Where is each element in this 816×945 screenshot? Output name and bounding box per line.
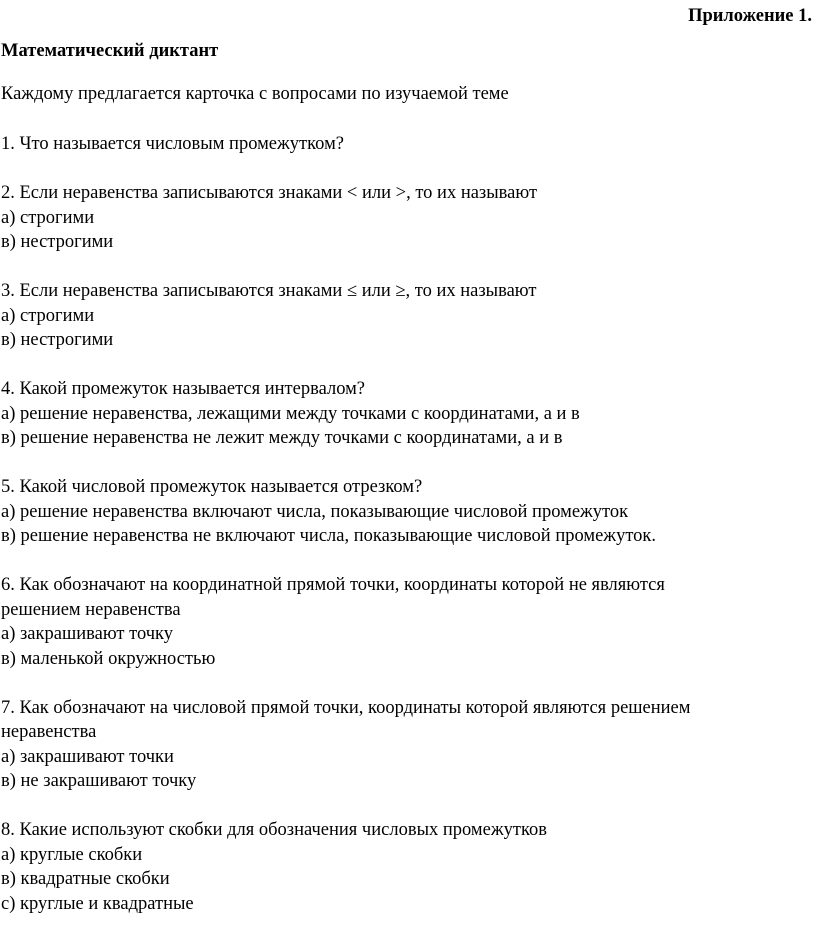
question-line: а) закрашивают точку bbox=[1, 624, 173, 644]
question-line: с) круглые и квадратные bbox=[1, 893, 194, 914]
page-title: Математический диктант bbox=[1, 41, 219, 61]
question-line: а) круглые скобки bbox=[1, 844, 143, 865]
question-line: в) решение неравенства не включают числа, показывающие числовой промежуток. bbox=[1, 526, 657, 546]
question-6 bbox=[1, 573, 791, 671]
question-line: в) решение неравенства не лежит между точками с координатами, а и в bbox=[1, 428, 563, 448]
question-list bbox=[1, 132, 791, 941]
question-1 bbox=[1, 132, 791, 157]
question-text: 8. Какие используют скобки для обозначения числовых промежутков bbox=[1, 820, 547, 840]
question-line: в) маленькой окружностью bbox=[1, 648, 216, 669]
question-line: в) квадратные скобки bbox=[1, 869, 170, 889]
question-line: неравенства bbox=[1, 722, 97, 742]
question-line: а) решение неравенства включают числа, показывающие числовой промежуток bbox=[1, 501, 629, 522]
question-text: 1. Что называется числовым промежутком? bbox=[1, 134, 344, 154]
question-4 bbox=[1, 377, 791, 451]
question-text: 3. Если неравенства записываются знаками ≤ или ≥, то их называют bbox=[1, 281, 537, 301]
question-8 bbox=[1, 818, 791, 916]
question-line: а) строгими bbox=[1, 305, 95, 326]
question-text: 5. Какой числовой промежуток называется отрезком? bbox=[1, 477, 423, 497]
question-line: в) нестрогими bbox=[1, 232, 114, 252]
question-line: а) закрашивают точки bbox=[1, 746, 174, 767]
question-line: в) нестрогими bbox=[1, 330, 114, 350]
question-text: 2. Если неравенства записываются знаками < или >, то их называют bbox=[1, 183, 538, 203]
question-text: 4. Какой промежуток называется интервалом? bbox=[1, 379, 366, 399]
question-5 bbox=[1, 475, 791, 549]
appendix-label: Приложение 1. bbox=[688, 6, 812, 26]
question-text: 7. Как обозначают на числовой прямой точки, координаты которой являются решением bbox=[1, 697, 691, 718]
question-2 bbox=[1, 181, 791, 255]
question-7 bbox=[1, 696, 791, 794]
question-line: в) не закрашивают точку bbox=[1, 771, 197, 791]
question-line: решением неравенства bbox=[1, 599, 181, 620]
question-line: а) решение неравенства, лежащими между точками с координатами, а и в bbox=[1, 403, 580, 424]
intro-text: Каждому предлагается карточка с вопросами по изучаемой теме bbox=[1, 84, 509, 104]
question-text: 6. Как обозначают на координатной прямой точки, координаты которой не являются bbox=[1, 575, 665, 595]
question-line: а) строгими bbox=[1, 207, 95, 228]
question-3 bbox=[1, 279, 791, 353]
